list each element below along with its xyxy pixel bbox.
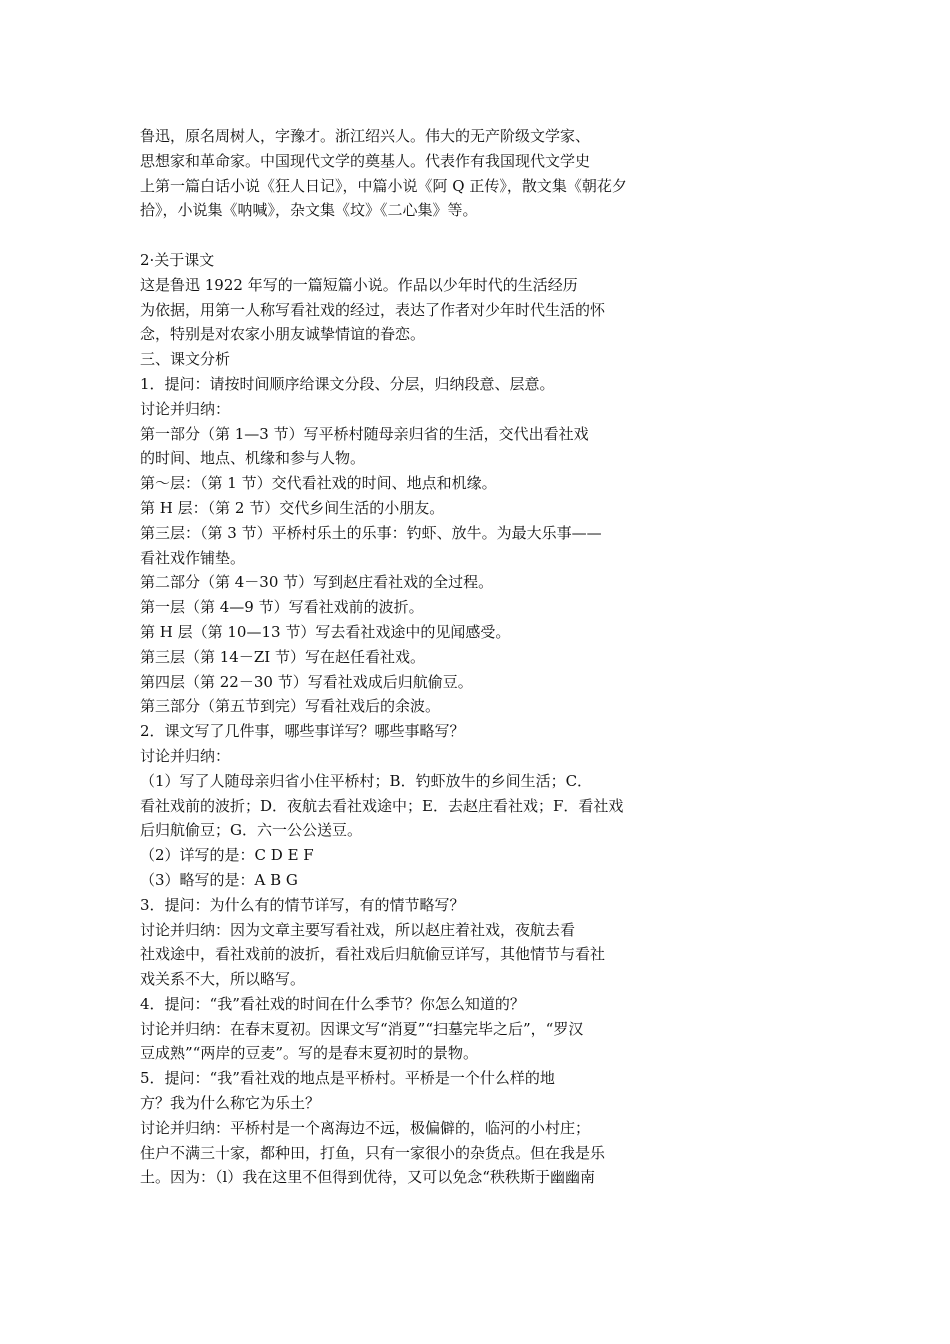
text-line: 土。因为：（l）我在这里不但得到优待，又可以免念“秩秩斯于幽幽南 <box>140 1168 595 1187</box>
text-line: 为依据，用第一人称写看社戏的经过，表达了作者对少年时代生活的怀 <box>140 300 606 319</box>
lesson-analysis <box>140 248 700 1190</box>
text-line: 讨论并归纳： <box>140 399 231 418</box>
text-line: 上第一篇白话小说《狂人日记》，中篇小说《阿 Q 正传》，散文集《朝花夕 <box>140 176 627 195</box>
text-line: 看社戏前的波折；D．夜航去看社戏途中；E．去赵庄看社戏；F．看社戏 <box>140 796 624 815</box>
text-line: 念，特别是对农家小朋友诚挚情谊的眷恋。 <box>140 325 426 344</box>
text-line: 讨论并归纳： <box>140 746 231 765</box>
section-heading: 2·关于课文 <box>140 250 215 269</box>
text-line: 思想家和革命家。中国现代文学的奠基人。代表作有我国现代文学史 <box>140 151 591 170</box>
text-line: 第 H 层（第 10—13 节）写去看社戏途中的见闻感受。 <box>140 622 511 641</box>
text-line: （2）详写的是：C D E F <box>140 846 314 865</box>
text-line: 方？我为什么称它为乐土？ <box>140 1094 321 1113</box>
text-line: 这是鲁迅 1922 年写的一篇短篇小说。作品以少年时代的生活经历 <box>140 275 578 294</box>
question-line: 2．课文写了几件事，哪些事详写？哪些事略写？ <box>140 722 465 741</box>
text-line: 戏关系不大，所以略写。 <box>140 970 306 989</box>
question-line: 4．提问：“我”看社戏的时间在什么季节？你怎么知道的？ <box>140 994 525 1013</box>
text-line: 社戏途中，看社戏前的波折，看社戏后归航偷豆详写，其他情节与看社 <box>140 945 606 964</box>
question-line: 3．提问：为什么有的情节详写，有的情节略写？ <box>140 895 465 914</box>
text-line: 讨论并归纳：平桥村是一个离海边不远，极偏僻的，临河的小村庄； <box>140 1118 591 1137</box>
text-line: 住户不满三十家，都种田，打鱼，只有一家很小的杂货点。但在我是乐 <box>140 1143 606 1162</box>
intro-paragraph <box>140 124 700 223</box>
text-line: 后归航偷豆；G．六一公公送豆。 <box>140 821 362 840</box>
text-line: 第三层（第 14－ZI 节）写在赵任看社戏。 <box>140 647 425 666</box>
question-line: 5．提问：“我”看社戏的地点是平桥村。平桥是一个什么样的地 <box>140 1069 555 1088</box>
text-line: 第一层（第 4—9 节）写看社戏前的波折。 <box>140 598 424 617</box>
text-line: 讨论并归纳：在春末夏初。因课文写“消夏”“扫墓完毕之后”，“罗汉 <box>140 1019 584 1038</box>
text-line: 第二部分（第 4－30 节）写到赵庄看社戏的全过程。 <box>140 573 494 592</box>
text-line: 第一部分（第 1—3 节）写平桥村随母亲归省的生活，交代出看社戏 <box>140 424 589 443</box>
text-line: 拾》，小说集《呐喊》，杂文集《坟》《二心集》等。 <box>140 201 478 220</box>
text-line: 第四层（第 22－30 节）写看社戏成后归航偷豆。 <box>140 672 473 691</box>
text-line: 第三层：（第 3 节）平桥村乐土的乐事：钓虾、放牛。为最大乐事—— <box>140 523 602 542</box>
document-body <box>140 124 700 1190</box>
question-line: 1．提问：请按时间顺序给课文分段、分层，归纳段意、层意。 <box>140 374 555 393</box>
text-line: 鲁迅，原名周树人，字豫才。浙江绍兴人。伟大的无产阶级文学家、 <box>140 127 591 145</box>
text-line: （3）略写的是：A B G <box>140 870 298 889</box>
text-line: 第～层：（第 1 节）交代看社戏的时间、地点和机缘。 <box>140 474 497 493</box>
text-line: 豆成熟”“两岸的豆麦”。写的是春末夏初时的景物。 <box>140 1044 479 1063</box>
text-line: 第 H 层：（第 2 节）交代乡间生活的小朋友。 <box>140 498 445 517</box>
text-line: 第三部分（第五节到完）写看社戏后的余波。 <box>140 697 441 716</box>
section-heading: 三、课文分析 <box>140 350 231 369</box>
text-line: 看社戏作铺垫。 <box>140 548 246 567</box>
paragraph-gap <box>140 223 700 248</box>
text-line: 讨论并归纳：因为文章主要写看社戏，所以赵庄着社戏，夜航去看 <box>140 920 576 939</box>
text-line: 的时间、地点、机缘和参与人物。 <box>140 449 366 468</box>
text-line: （1）写了人随母亲归省小住平桥村；B．钓虾放牛的乡间生活；C． <box>140 771 593 790</box>
